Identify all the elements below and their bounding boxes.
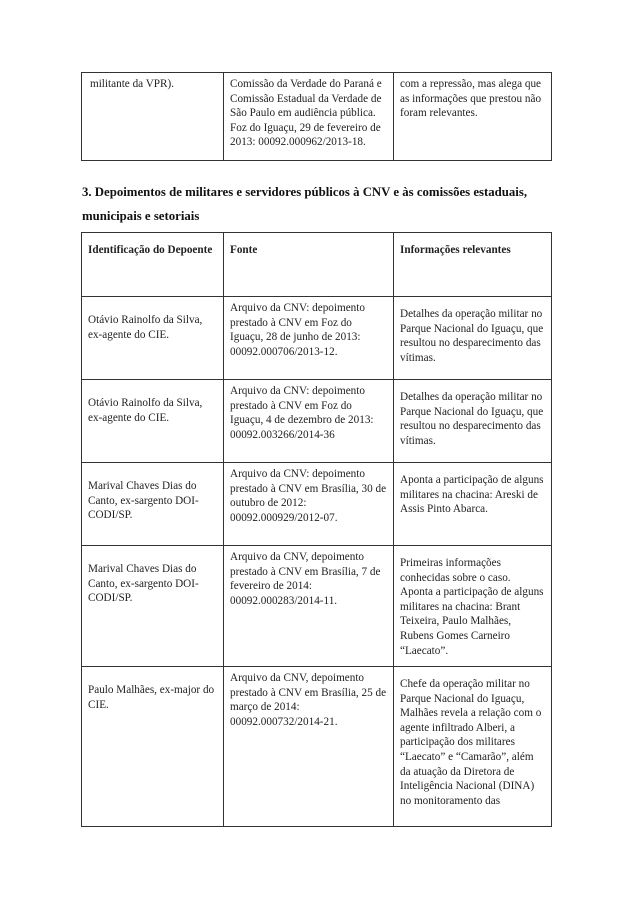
info-cell: Detalhes da operação militar no Parque Nacional do Iguaçu, que resultou no desparecimento das vítimas. [394, 297, 552, 380]
table-row [82, 463, 552, 546]
section-heading: 3. Depoimentos de militares e servidores públicos à CNV e às comissões estaduais, municipais e setoriais [82, 185, 528, 223]
continued-depoente-cell: militante da VPR). [82, 73, 224, 161]
depoente-cell: Paulo Malhães, ex-major do CIE. [82, 667, 224, 827]
depoente-cell: Marival Chaves Dias do Canto, ex-sargento DOI-CODI/SP. [82, 463, 224, 546]
info-cell: Aponta a participação de alguns militares na chacina: Areski de Assis Pinto Abarca. [394, 463, 552, 546]
header-informacoes: Informações relevantes [394, 233, 552, 297]
table-row [82, 667, 552, 827]
fonte-cell: Arquivo da CNV, depoimento prestado à CNV em Brasília, 25 de março de 2014: 00092.000732/2014-21. [224, 667, 394, 827]
depoente-cell: Marival Chaves Dias do Canto, ex-sargento DOI-CODI/SP. [82, 546, 224, 667]
continued-fonte-cell: Comissão da Verdade do Paraná e Comissão Estadual da Verdade de São Paulo em audiência pública. Foz do Iguaçu, 29 de fevereiro de 2013: 00092.000962/2013-18. [224, 73, 394, 161]
depoimentos-table [81, 232, 552, 827]
depoente-cell: Otávio Rainolfo da Silva, ex-agente do CIE. [82, 297, 224, 380]
header-depoente: Identificação do Depoente [82, 233, 224, 297]
fonte-cell: Arquivo da CNV: depoimento prestado à CNV em Foz do Iguaçu, 28 de junho de 2013: 00092.000706/2013-12. [224, 297, 394, 380]
info-cell: Chefe da operação militar no Parque Nacional do Iguaçu, Malhães revela a relação com o agente infiltrado Alberi, a participação dos militares “Laecato” e “Camarão”, além da atuação da Diretora de Inteligência Nacional (DINA) no monitoramento das [394, 667, 552, 827]
table-header-row [82, 233, 552, 297]
table-row [82, 297, 552, 380]
depoente-cell: Otávio Rainolfo da Silva, ex-agente do CIE. [82, 380, 224, 463]
continued-table [81, 72, 552, 161]
header-fonte: Fonte [224, 233, 394, 297]
info-cell: Primeiras informações conhecidas sobre o caso. Aponta a participação de alguns militares na chacina: Brant Teixeira, Paulo Malhães, Rubens Gomes Carneiro “Laecato”. [394, 546, 552, 667]
table-row [82, 546, 552, 667]
info-cell: Detalhes da operação militar no Parque Nacional do Iguaçu, que resultou no desparecimento das vítimas. [394, 380, 552, 463]
table-row [82, 380, 552, 463]
continued-table-row [82, 73, 552, 161]
fonte-cell: Arquivo da CNV: depoimento prestado à CNV em Brasília, 30 de outubro de 2012: 00092.000929/2012-07. [224, 463, 394, 546]
fonte-cell: Arquivo da CNV, depoimento prestado à CNV em Brasília, 7 de fevereiro de 2014: 00092.000283/2014-11. [224, 546, 394, 667]
fonte-cell: Arquivo da CNV: depoimento prestado à CNV em Foz do Iguaçu, 4 de dezembro de 2013: 00092.003266/2014-36 [224, 380, 394, 463]
continued-info-cell: com a repressão, mas alega que as informações que prestou não foram relevantes. [394, 73, 552, 161]
